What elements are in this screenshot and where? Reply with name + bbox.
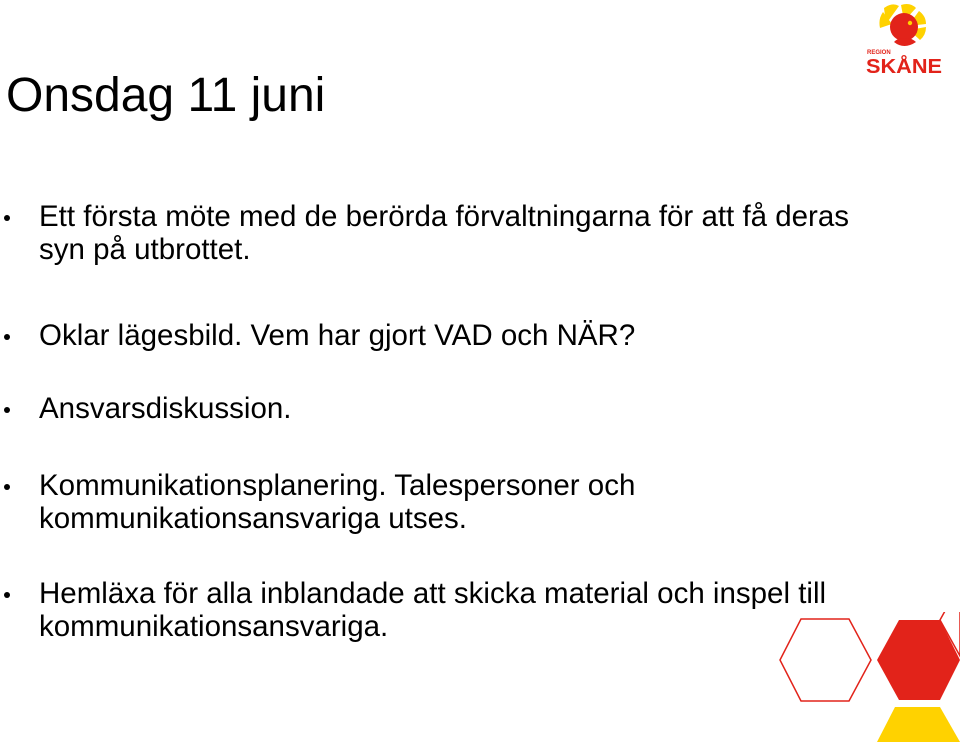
- bullet-text: Ett första möte med de berörda förvaltningarna för att få deras syn på utbrottet.: [39, 200, 850, 266]
- bullet-item: [0, 200, 880, 266]
- bullet-item: [0, 577, 880, 643]
- bullet-text: Ansvarsdiskussion.: [39, 392, 292, 425]
- bullet-dot: [4, 215, 10, 221]
- bullet-item: [0, 469, 880, 535]
- decorative-hexagons: [775, 612, 960, 742]
- bullet-text: Hemläxa för alla inblandade att skicka material och inspel till kommunikationsansvariga.: [39, 577, 827, 643]
- griffin-sun-icon: [879, 4, 926, 46]
- bullet-text: Kommunikationsplanering. Talespersoner och kommunikationsansvariga utses.: [39, 469, 636, 535]
- logo-prefix: REGION: [867, 50, 891, 56]
- hexagon-outline-left: [780, 619, 871, 701]
- hexagon-filled-red: [877, 620, 960, 700]
- bullet-dot: [4, 484, 10, 490]
- bullet-item: [0, 392, 880, 425]
- bullet-dot: [4, 407, 10, 413]
- bullet-item: [0, 319, 880, 352]
- logo-name: SKÅNE: [866, 56, 937, 78]
- region-skane-logo: [864, 2, 944, 78]
- bullet-dot: [4, 334, 10, 340]
- slide-title: Onsdag 11 juni: [6, 69, 326, 122]
- bullet-dot: [4, 592, 10, 598]
- bullet-text: Oklar lägesbild. Vem har gjort VAD och NÄR?: [39, 319, 636, 352]
- hexagon-filled-yellow: [877, 707, 960, 742]
